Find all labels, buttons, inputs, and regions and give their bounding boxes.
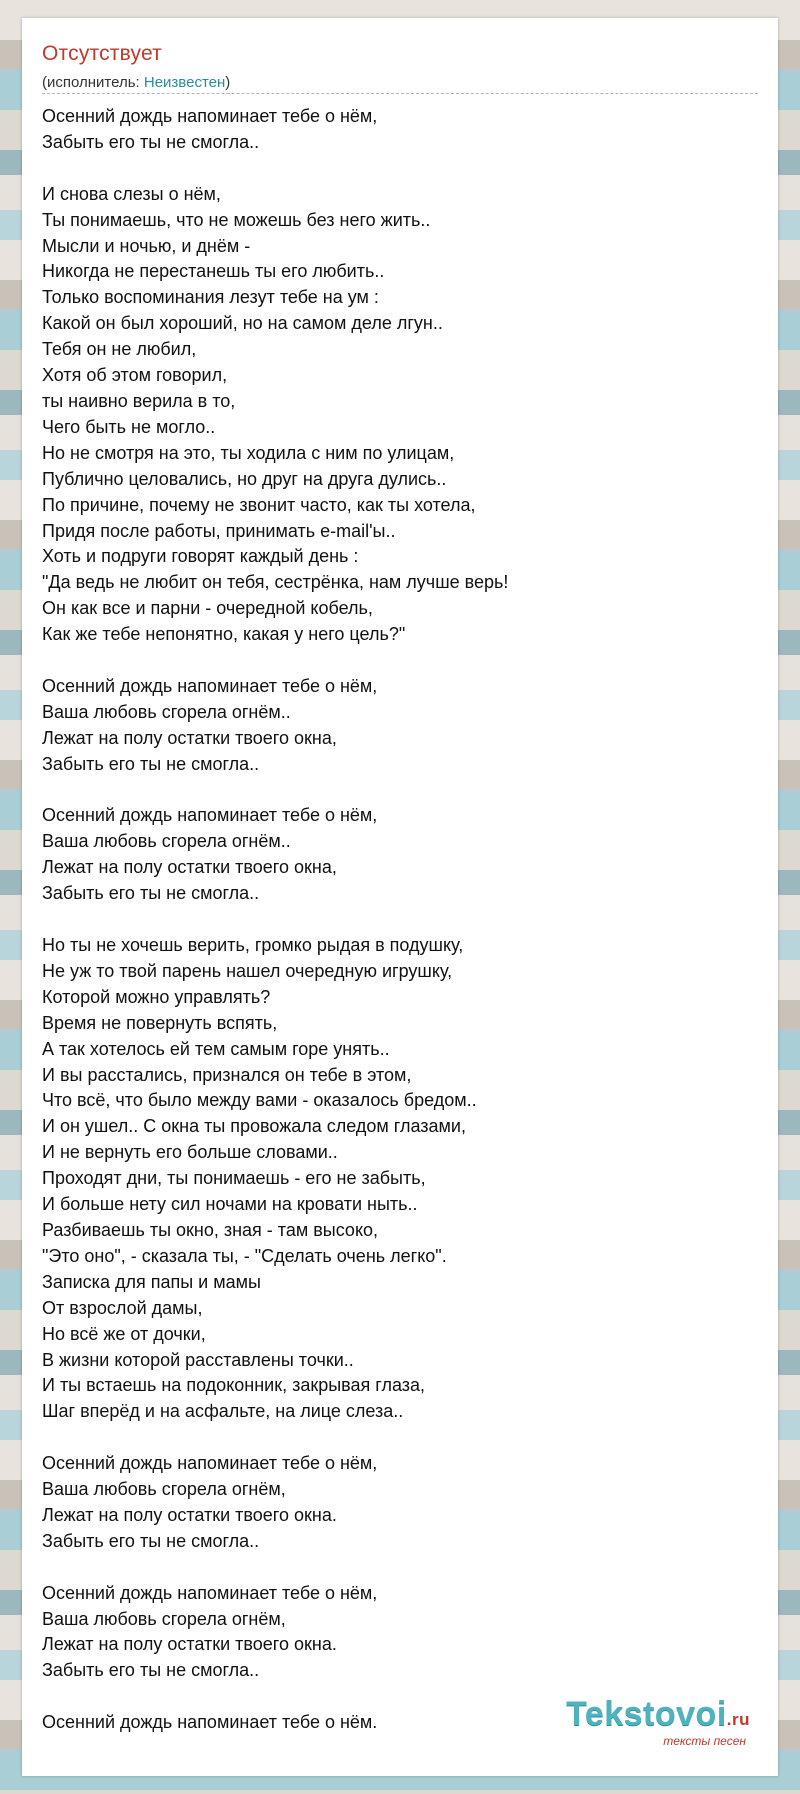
- lyrics-text: Осенний дождь напоминает тебе о нём, Забыть его ты не смогла.. И снова слезы о нём, Ты понимаешь, что не можешь без него жить.. Мысли и ночью, и днём - Никогда не перестанешь ты его любить.. Только воспоминания лезут тебе на ум : Какой он был хороший, но на самом деле лгун.. Тебя он не любил, Хотя об этом говорил, ты наивно верила в то, Чего быть не могло.. Но не смотря на это, ты ходила с ним по улицам, Публично целовались, но друг на друга дулись.. По причине, почему не звонит часто, как ты хотела, Придя после работы, принимать e-mail'ы.. Хоть и подруги говорят каждый день : "Да ведь не любит он тебя, сестрёнка, нам лучше верь! Он как все и парни - очередной кобель, Как же тебе непонятно, какая у него цель?" Осенний дождь напоминает тебе о нём, Ваша любовь сгорела огнём.. Лежат на полу остатки твоего окна, Забыть его ты не смогла.. Осенний дождь напоминает тебе о нём, Ваша любовь сгорела огнём.. Лежат на полу остатки твоего окна, Забыть его ты не смогла.. Но ты не хочешь верить, громко рыдая в подушку, Не уж то твой парень нашел очередную игрушку, Которой можно управлять? Время не повернуть вспять, А так хотелось ей тем самым горе унять.. И вы расстались, признался он тебе в этом, Что всё, что было между вами - оказалось бредом.. И он ушел.. С окна ты провожала следом глазами, И не вернуть его больше словами.. Проходят дни, ты понимаешь - его не забыть, И больше нету сил ночами на кровати ныть.. Разбиваешь ты окно, зная - там высоко, "Это оно", - сказала ты, - "Сделать очень легко". Записка для папы и мамы От взрослой дамы, Но всё же от дочки, В жизни которой расставлены точки.. И ты встаешь на подоконник, закрывая глаза, Шаг вперёд и на асфальте, на лице слеза.. Осенний дождь напоминает тебе о нём, Ваша любовь сгорела огнём, Лежат на полу остатки твоего окна. Забыть его ты не смогла.. Осенний дождь напоминает тебе о нём, Ваша любовь сгорела огнём, Лежат на полу остатки твоего окна. Забыть его ты не смогла.. Осенний дождь напоминает тебе о нём.: [42, 106, 509, 1733]
- title-divider: [42, 93, 758, 94]
- song-title: Отсутствует: [42, 42, 162, 65]
- performer-link[interactable]: Неизвестен: [143, 74, 226, 91]
- performer-suffix: ): [225, 74, 231, 91]
- logo-name: Tekstovoi: [566, 1695, 727, 1733]
- performer-prefix: (исполнитель:: [42, 74, 144, 91]
- logo-tld: .ru: [726, 1710, 750, 1729]
- logo-tagline: тексты песен: [663, 1734, 746, 1748]
- performer-line: [42, 74, 230, 91]
- lyrics-card: [22, 18, 778, 1776]
- site-logo[interactable]: [566, 1696, 750, 1748]
